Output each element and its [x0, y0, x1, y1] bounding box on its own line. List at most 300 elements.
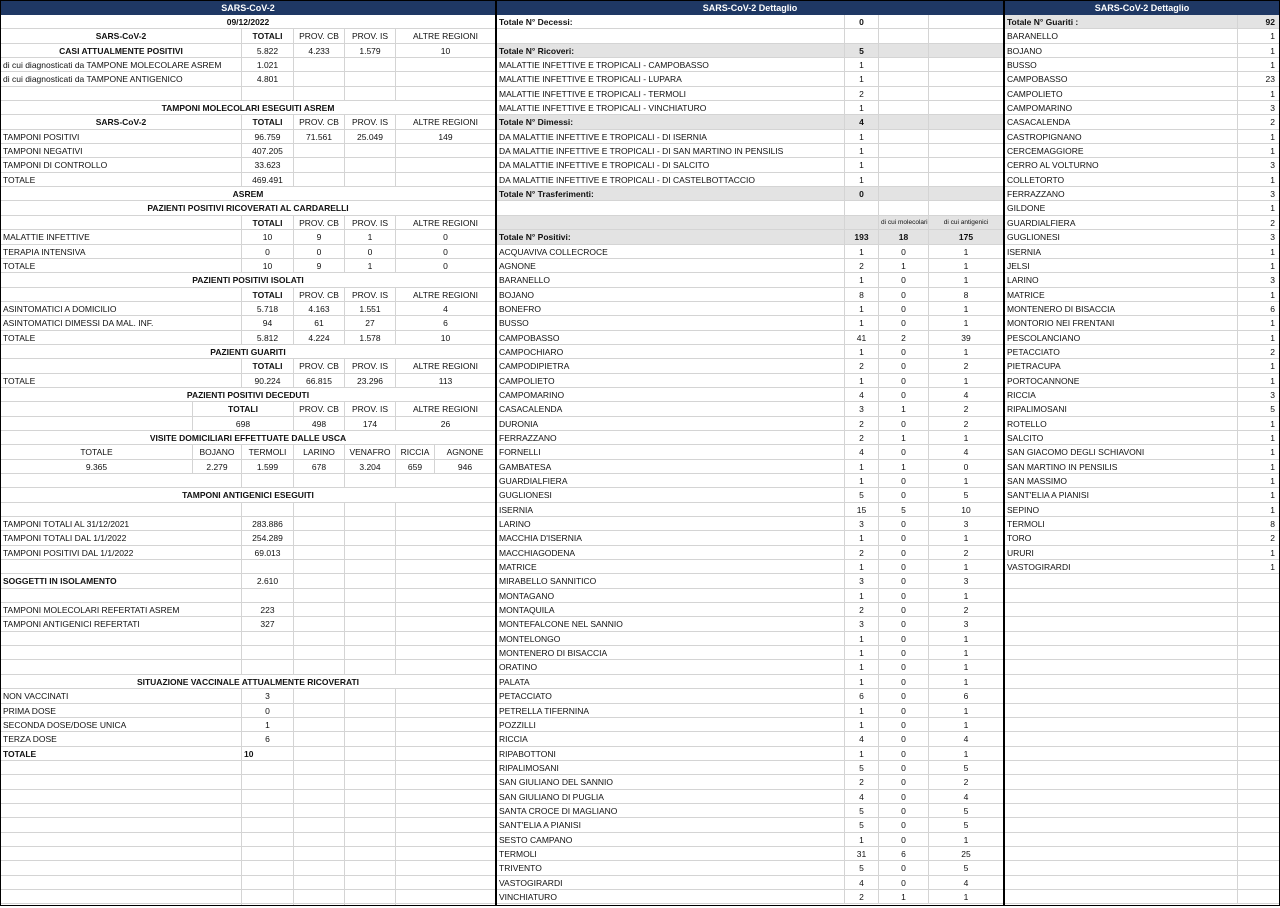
table-cell: 1 [963, 834, 969, 845]
table-cell [1005, 790, 1238, 803]
table-cell: 1 [1270, 31, 1275, 42]
table-row [1, 216, 495, 230]
table-cell: TOTALI [242, 29, 294, 42]
table-cell: 1.551 [345, 302, 396, 315]
table-cell: 1 [345, 230, 396, 243]
table-row [1, 402, 495, 416]
section-row [1, 273, 495, 287]
table-cell: 0 [879, 273, 929, 286]
table-cell: 1 [879, 890, 929, 903]
table-cell: 1 [963, 891, 969, 902]
table-row [497, 704, 1003, 718]
table-cell: 8 [1270, 519, 1275, 530]
table-cell: 498 [294, 417, 345, 430]
table-cell: GUGLIONESI [497, 488, 845, 501]
table-cell [879, 87, 929, 100]
table-cell [497, 29, 845, 42]
table-row [1, 847, 495, 861]
table-cell: 1 [1270, 289, 1275, 300]
table-cell: BONEFRO [497, 302, 845, 315]
table-cell: 10 [961, 504, 971, 515]
table-cell [845, 29, 879, 42]
table-cell: 23.296 [345, 374, 396, 387]
table-cell: Totale N° Ricoveri: [497, 44, 845, 57]
table-cell [242, 660, 294, 673]
table-cell: 1 [1270, 490, 1275, 501]
table-cell: 1 [845, 374, 879, 387]
table-cell [1005, 632, 1238, 645]
table-row [1, 589, 495, 603]
table-row [1005, 646, 1279, 660]
table-cell: 1 [879, 431, 929, 444]
table-cell: 0 [879, 790, 929, 803]
table-cell [345, 646, 396, 659]
table-cell: 1 [1270, 375, 1275, 386]
table-cell: di cui diagnosticati da TAMPONE MOLECOLARE ASREM [1, 58, 242, 71]
table-cell: 2 [963, 777, 969, 788]
table-cell: 1 [1270, 246, 1275, 257]
table-cell: TERZA DOSE [1, 732, 242, 745]
table-cell: COLLETORTO [1005, 173, 1238, 186]
table-cell: 10 [440, 332, 451, 343]
table-cell [396, 732, 495, 745]
table-cell: MALATTIE INFETTIVE [1, 230, 242, 243]
table-cell: AGNONE [446, 447, 484, 458]
table-cell [242, 861, 294, 874]
table-cell [396, 87, 495, 100]
table-cell: 1 [845, 72, 879, 85]
table-cell: 5 [963, 820, 969, 831]
table-row [1005, 761, 1279, 775]
table-row [1, 44, 495, 58]
table-cell [1238, 689, 1279, 702]
section-title: ASREM [232, 189, 264, 200]
table-cell: SARS-CoV-2 [1, 29, 242, 42]
table-cell: BUSSO [1005, 58, 1238, 71]
table-cell: PROV. IS [345, 288, 396, 301]
table-row [1005, 216, 1279, 230]
table-cell: GUGLIONESI [1005, 230, 1238, 243]
table-cell: 4 [845, 790, 879, 803]
table-row [497, 890, 1003, 904]
table-cell [345, 747, 396, 760]
table-row [1005, 517, 1279, 531]
table-row [497, 417, 1003, 431]
table-cell: 5 [845, 488, 879, 501]
table-cell: MALATTIE INFETTIVE E TROPICALI - TERMOLI [497, 87, 845, 100]
table-cell: 0 [879, 775, 929, 788]
table-cell: BARANELLO [497, 273, 845, 286]
table-cell [1, 761, 242, 774]
table-row [1, 818, 495, 832]
section-row [1, 345, 495, 359]
table-cell [845, 201, 879, 214]
section-title: TAMPONI MOLECOLARI ESEGUITI ASREM [161, 103, 335, 114]
table-cell [345, 718, 396, 731]
table-cell: 1 [963, 633, 969, 644]
table-row [1, 245, 495, 259]
table-row [497, 818, 1003, 832]
table-cell [879, 44, 929, 57]
table-cell: CASTROPIGNANO [1005, 130, 1238, 143]
table-cell [294, 589, 345, 602]
table-row [1005, 689, 1279, 703]
table-row [497, 158, 1003, 172]
table-row [497, 747, 1003, 761]
table-cell: 3.204 [345, 460, 396, 473]
table-cell: TOTALI [242, 115, 294, 128]
table-cell: 946 [457, 461, 473, 472]
table-cell: MONTENERO DI BISACCIA [497, 646, 845, 659]
table-row [1, 704, 495, 718]
table-cell [1, 790, 242, 803]
table-cell: 1 [1270, 203, 1275, 214]
table-row [1005, 374, 1279, 388]
table-row [1, 775, 495, 789]
table-cell [294, 732, 345, 745]
table-cell: 1 [963, 303, 969, 314]
table-row [1, 173, 495, 187]
table-cell [294, 158, 345, 171]
table-cell [1005, 589, 1238, 602]
table-row [1, 144, 495, 158]
table-cell: 0 [879, 445, 929, 458]
table-cell [396, 718, 495, 731]
table-cell: 3 [845, 617, 879, 630]
table-cell [396, 58, 495, 71]
table-cell: PROV. CB [294, 288, 345, 301]
table-cell: 0 [294, 245, 345, 258]
table-cell [1, 402, 193, 415]
table-row [497, 861, 1003, 875]
table-cell: 0 [242, 704, 294, 717]
table-row [1005, 302, 1279, 316]
table-row [1005, 187, 1279, 201]
table-cell: 0 [879, 316, 929, 329]
table-cell [345, 847, 396, 860]
table-cell: 1 [845, 58, 879, 71]
table-cell [396, 818, 495, 831]
table-cell: MACCHIA D'ISERNIA [497, 531, 845, 544]
table-cell [294, 574, 345, 587]
table-cell: PIETRACUPA [1005, 359, 1238, 372]
table-cell: 4 [963, 877, 969, 888]
table-cell: PROV. IS [345, 402, 396, 415]
table-cell: 0 [879, 646, 929, 659]
section-row [1, 488, 495, 502]
table-cell [294, 861, 345, 874]
table-cell: MALATTIE INFETTIVE E TROPICALI - LUPARA [497, 72, 845, 85]
table-cell [1238, 675, 1279, 688]
table-cell: 9.365 [1, 460, 193, 473]
table-cell [242, 87, 294, 100]
table-cell [1238, 890, 1279, 903]
table-row [497, 488, 1003, 502]
panel-header: SARS-CoV-2 Dettaglio [497, 1, 1003, 15]
table-cell: 3 [963, 619, 969, 630]
table-cell: 0 [879, 417, 929, 430]
detail-panel [496, 0, 1004, 906]
table-row [1005, 101, 1279, 115]
table-cell: SAN GIULIANO DEL SANNIO [497, 775, 845, 788]
table-cell: SALCITO [1005, 431, 1238, 444]
table-row [1005, 790, 1279, 804]
table-cell: 193 [845, 230, 879, 243]
table-cell [345, 617, 396, 630]
table-cell: VENAFRO [345, 445, 396, 458]
table-cell: 2 [845, 417, 879, 430]
table-row [1, 331, 495, 345]
table-cell: RIPABOTTONI [497, 747, 845, 760]
table-cell: MATRICE [1005, 288, 1238, 301]
table-cell [345, 904, 396, 906]
table-cell: 2 [963, 605, 969, 616]
table-cell: 0 [879, 617, 929, 630]
table-row [1005, 44, 1279, 58]
panel-header: SARS-CoV-2 Dettaglio [1005, 1, 1279, 15]
table-cell [396, 589, 495, 602]
table-cell [879, 72, 929, 85]
table-cell: 1.579 [345, 44, 396, 57]
table-cell [242, 833, 294, 846]
table-cell [929, 187, 1003, 200]
table-cell [396, 158, 495, 171]
table-cell [1, 359, 242, 372]
table-cell: 1 [1270, 60, 1275, 71]
table-row [1005, 660, 1279, 674]
table-row [497, 790, 1003, 804]
table-cell: MONTEFALCONE NEL SANNIO [497, 617, 845, 630]
table-cell [242, 790, 294, 803]
table-cell [1238, 660, 1279, 673]
table-cell: 1 [963, 705, 969, 716]
table-cell [1005, 861, 1238, 874]
table-cell: CASACALENDA [1005, 115, 1238, 128]
table-cell [1238, 704, 1279, 717]
table-cell: MACCHIAGODENA [497, 546, 845, 559]
table-cell [1005, 617, 1238, 630]
table-cell: 1 [963, 375, 969, 386]
table-cell: 0 [879, 861, 929, 874]
table-cell: CAMPOLIETO [497, 374, 845, 387]
table-row [497, 660, 1003, 674]
table-cell: 327 [242, 617, 294, 630]
section-row [1, 15, 495, 29]
table-row [497, 216, 1003, 230]
report-date: 09/12/2022 [226, 17, 270, 27]
table-cell: 0 [879, 302, 929, 315]
table-cell: 1 [879, 259, 929, 272]
table-cell: 4.233 [294, 44, 345, 57]
table-row [1, 660, 495, 674]
table-cell: 4 [845, 445, 879, 458]
table-cell: TORO [1005, 531, 1238, 544]
table-cell [1005, 847, 1238, 860]
table-cell [242, 847, 294, 860]
table-cell: 0 [879, 876, 929, 889]
table-row [1005, 732, 1279, 746]
table-cell: 2 [845, 259, 879, 272]
table-row [1005, 288, 1279, 302]
table-cell: 1 [845, 173, 879, 186]
table-cell [1, 288, 242, 301]
table-cell: CERRO AL VOLTURNO [1005, 158, 1238, 171]
table-cell [1005, 775, 1238, 788]
table-cell: 33.623 [242, 158, 294, 171]
table-cell: 8 [845, 288, 879, 301]
table-cell [294, 546, 345, 559]
table-cell [294, 689, 345, 702]
table-cell [1, 87, 242, 100]
table-cell [294, 632, 345, 645]
table-cell: TAMPONI NEGATIVI [1, 144, 242, 157]
table-cell: 2 [963, 361, 969, 372]
table-cell [1, 876, 242, 889]
table-row [1, 259, 495, 273]
table-cell: RICCIA [1005, 388, 1238, 401]
table-cell: 407.205 [242, 144, 294, 157]
table-cell: 4 [963, 389, 969, 400]
table-cell [1005, 704, 1238, 717]
table-cell [396, 603, 495, 616]
table-cell [929, 15, 1003, 28]
table-cell: 1 [1270, 260, 1275, 271]
table-cell [345, 660, 396, 673]
table-cell: FORNELLI [497, 445, 845, 458]
table-row [1, 546, 495, 560]
table-cell: 71.561 [294, 130, 345, 143]
table-row [1005, 876, 1279, 890]
table-cell: TAMPONI POSITIVI [1, 130, 242, 143]
table-cell [1238, 861, 1279, 874]
table-cell [345, 503, 396, 516]
table-row [1005, 431, 1279, 445]
table-cell: 41 [845, 331, 879, 344]
table-cell [1005, 574, 1238, 587]
table-cell: 1 [1270, 562, 1275, 573]
table-cell: PROV. CB [294, 402, 345, 415]
table-cell: 26 [440, 418, 451, 429]
table-row [1005, 345, 1279, 359]
table-cell: 6 [879, 847, 929, 860]
table-cell: 5 [845, 804, 879, 817]
table-cell [929, 158, 1003, 171]
table-cell: 90.224 [242, 374, 294, 387]
table-cell: 3 [1270, 232, 1275, 243]
table-row [1005, 833, 1279, 847]
table-cell: FERRAZZANO [1005, 187, 1238, 200]
table-cell: 1.599 [242, 460, 294, 473]
table-cell [294, 833, 345, 846]
table-cell: 8 [963, 289, 969, 300]
table-cell: 6 [845, 689, 879, 702]
table-cell: 3 [1270, 389, 1275, 400]
table-cell: 0 [879, 804, 929, 817]
table-cell: 1 [963, 318, 969, 329]
table-cell: 1 [1270, 88, 1275, 99]
table-row [497, 245, 1003, 259]
table-cell: 0 [879, 675, 929, 688]
table-cell: SANT'ELIA A PIANISI [497, 818, 845, 831]
table-cell [242, 904, 294, 906]
table-cell: 5 [845, 861, 879, 874]
table-cell: 678 [294, 460, 345, 473]
table-cell [1238, 646, 1279, 659]
table-cell [1238, 747, 1279, 760]
table-row [1, 288, 495, 302]
table-row [1, 302, 495, 316]
table-row [497, 402, 1003, 416]
table-cell [396, 72, 495, 85]
table-cell [396, 904, 495, 906]
table-cell [396, 804, 495, 817]
table-row [1, 560, 495, 574]
table-cell: 1 [845, 833, 879, 846]
table-cell: 3 [963, 519, 969, 530]
table-row [1005, 890, 1279, 904]
table-cell: 1 [1270, 174, 1275, 185]
table-row [1005, 460, 1279, 474]
table-cell [396, 574, 495, 587]
summary-grid [1, 15, 495, 906]
table-cell: 1 [845, 144, 879, 157]
table-cell [345, 531, 396, 544]
table-cell: 31 [845, 847, 879, 860]
table-row [1, 503, 495, 517]
table-row [497, 503, 1003, 517]
table-cell: 0 [879, 747, 929, 760]
table-cell: DA MALATTIE INFETTIVE E TROPICALI - DI SAN MARTINO IN PENSILIS [497, 144, 845, 157]
table-cell: 0 [879, 732, 929, 745]
table-cell: 1 [963, 246, 969, 257]
table-cell: SAN GIACOMO DEGLI SCHIAVONI [1005, 445, 1238, 458]
table-cell [1005, 890, 1238, 903]
table-cell: 6 [443, 318, 448, 329]
table-cell: 1 [1270, 45, 1275, 56]
table-cell: TERAPIA INTENSIVA [1, 245, 242, 258]
table-cell [242, 761, 294, 774]
table-cell: 5.812 [242, 331, 294, 344]
table-cell [1, 804, 242, 817]
table-row [1005, 589, 1279, 603]
table-cell: 1 [845, 158, 879, 171]
table-cell: 1 [879, 402, 929, 415]
table-cell [1005, 804, 1238, 817]
table-cell: 0 [845, 15, 879, 28]
table-cell: 27 [345, 316, 396, 329]
table-cell [396, 546, 495, 559]
table-cell [345, 890, 396, 903]
table-cell [242, 775, 294, 788]
table-cell [929, 29, 1003, 42]
table-cell: 10 [440, 45, 451, 56]
table-row [1005, 15, 1279, 29]
table-cell [345, 876, 396, 889]
table-cell [396, 876, 495, 889]
table-cell [879, 144, 929, 157]
table-cell: TOTALE [1, 259, 242, 272]
table-cell [294, 660, 345, 673]
table-row [1005, 417, 1279, 431]
table-cell: 174 [345, 417, 396, 430]
table-cell: MONTAGANO [497, 589, 845, 602]
table-cell: MONTORIO NEI FRENTANI [1005, 316, 1238, 329]
table-row [1005, 331, 1279, 345]
table-row [1, 603, 495, 617]
table-cell [242, 632, 294, 645]
table-cell [1005, 761, 1238, 774]
table-cell: 10 [242, 747, 294, 760]
